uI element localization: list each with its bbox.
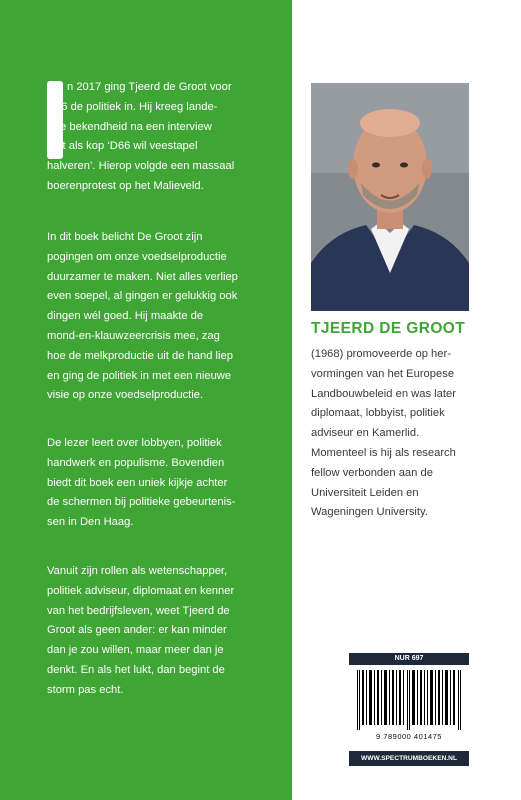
blurb-paragraph-2: In dit boek belicht De Groot zijn pogingen om onze voedselproductie duurzamer te maken. Niet alles verliep even soepel, al gingen er gelukkig ook dingen wél goed. Hij maakte de mond-en-klauwzeercrisis mee, zag hoe de melkproductie uit de hand liep en ging de politiek in met een nieuwe visie op onze voedselproductie. [47,231,238,402]
blurb-paragraph-4: Vanuit zijn rollen als wetenschapper, politiek adviseur, diplomaat en kenner van het bedrijfsleven, weet Tjeerd de Groot als geen ander: er kan minder dan je zou willen, maar meer dan je denkt. En als het lukt, dan begint de storm pas echt. [47,565,235,696]
author-bio: (1968) promoveerde op her- vormingen van het Europese Landbouwbeleid en was later diplomaat, lobbyist, politiek adviseur en Kamerlid. Momenteel is hij als research fellow verbonden aan de Universiteit Leiden en Wageningen University. [311,348,456,519]
barcode-block [349,653,469,766]
author-name: TJEERD DE GROOT [311,320,466,337]
blurb-paragraph-1: n 2017 ging Tjeerd de Groot voor D66 de politiek in. Hij kreeg lande- lijke bekendheid na een interview met als kop ‘D66 wil veestapel halveren’. Hierop volgde een massaal boerenprotest op het Malieveld. [47,81,235,192]
blurb-paragraph-3: De lezer leert over lobbyen, politiek handwerk en populisme. Bovendien biedt dit boek een uniek kijkje achter de schermen bij politieke gebeurtenis- sen in Den Haag. [47,437,236,529]
author-photo [311,83,469,311]
nur-label: NUR 697 [349,653,469,665]
barcode-bars [355,670,463,730]
isbn-digits: 9 789000 401475 [376,732,442,741]
publisher-url: WWW.SPECTRUMBOEKEN.NL [349,751,469,766]
